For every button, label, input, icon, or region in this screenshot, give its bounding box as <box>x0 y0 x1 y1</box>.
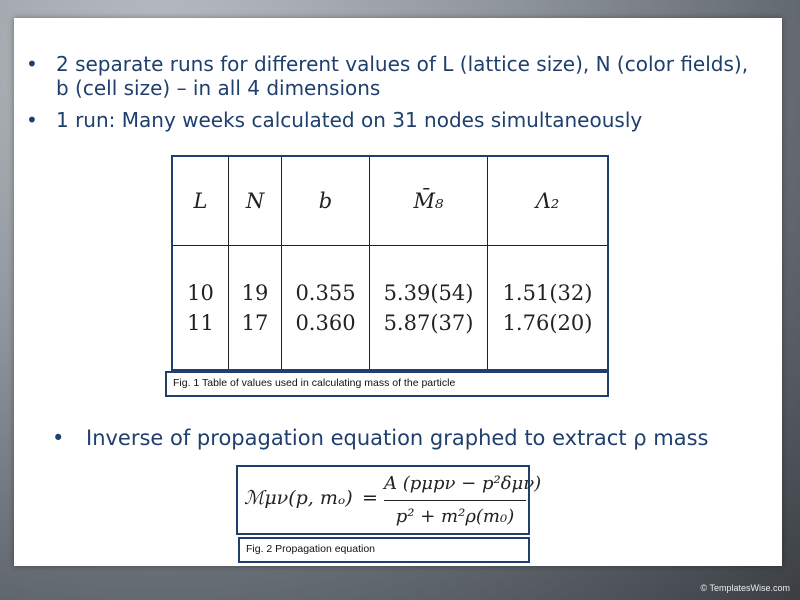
footer-credit: © TemplatesWise.com <box>700 583 790 593</box>
table-cell: 1.76(20) <box>502 310 593 335</box>
header-m8: M̄₈ <box>370 157 488 246</box>
equation-denominator: p² + m²ρ(m₀) <box>395 506 515 527</box>
table-cell: 0.360 <box>295 310 356 335</box>
bullet-symbol: • <box>52 426 65 450</box>
bullet-symbol: • <box>26 52 38 76</box>
header-lambda2: Λ₂ <box>488 157 608 246</box>
equation-equals: = <box>362 487 378 509</box>
bullet-runs <box>26 52 766 102</box>
figure-2-caption: Fig. 2 Propagation equation <box>238 537 530 563</box>
cell-n <box>229 246 282 370</box>
header-n: N <box>229 157 282 246</box>
table-cell: 19 <box>241 280 269 305</box>
fraction-bar <box>384 500 526 501</box>
table-body <box>173 246 607 370</box>
bullet-text: 1 run: Many weeks calculated on 31 nodes simultaneously <box>56 108 643 132</box>
cell-b <box>282 246 370 370</box>
equation-fraction <box>384 471 542 530</box>
values-table <box>173 157 607 369</box>
header-b: b <box>282 157 370 246</box>
bullet-text: 2 separate runs for different values of L (lattice size), N (color fields), b (cell size) – in all 4 dimensions <box>56 52 749 100</box>
cell-lambda2 <box>488 246 608 370</box>
table-cell: 10 <box>187 280 214 305</box>
table-cell: 5.39(54) <box>383 280 474 305</box>
values-table-figure <box>171 155 609 371</box>
cell-m8 <box>370 246 488 370</box>
header-l: L <box>173 157 229 246</box>
cell-l <box>173 246 229 370</box>
table-cell: 1.51(32) <box>502 280 593 305</box>
bullet-symbol: • <box>26 108 38 132</box>
table-cell: 11 <box>187 310 214 335</box>
table-cell: 5.87(37) <box>383 310 474 335</box>
table-cell: 0.355 <box>295 280 356 305</box>
equation-lhs: ℳμν(p, mₒ) <box>244 487 353 509</box>
table-cell: 17 <box>241 310 269 335</box>
equation-numerator: A (pμpν − p²δμν) <box>384 473 542 494</box>
bullet-propagation <box>52 426 772 452</box>
figure-1-caption: Fig. 1 Table of values used in calculating mass of the particle <box>165 371 609 397</box>
bullet-text: Inverse of propagation equation graphed to extract ρ mass <box>86 426 709 450</box>
bullet-nodes <box>26 108 766 134</box>
propagation-equation-figure <box>236 465 542 535</box>
